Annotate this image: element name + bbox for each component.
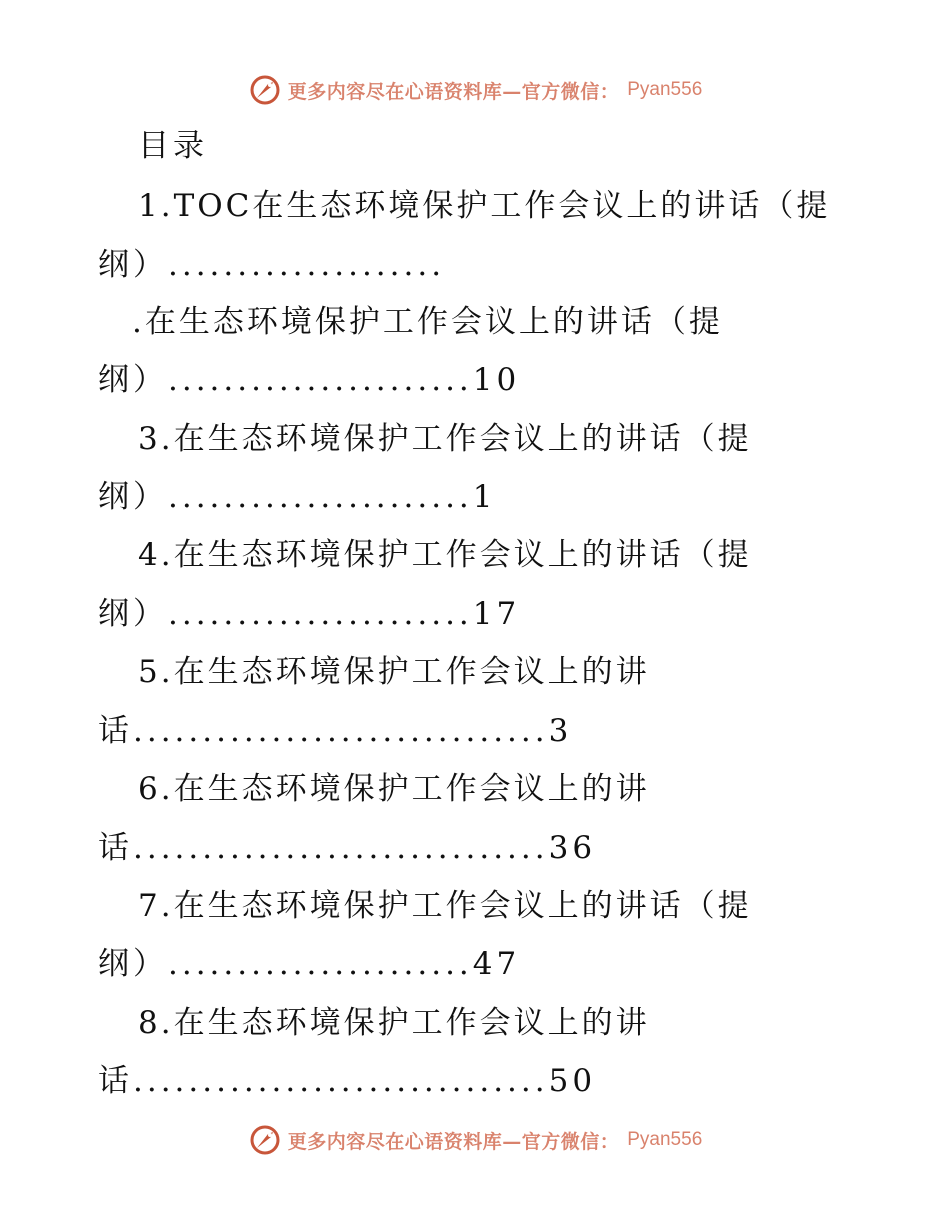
- toc-entry-4-line-2: 纲）......................17: [98, 596, 521, 632]
- toc-entry-3-line-1: 3.在生态环境保护工作会议上的讲话（提: [138, 421, 752, 457]
- toc-title: 目录: [138, 128, 208, 164]
- toc-entry-2-line-2: 纲）......................10: [98, 362, 521, 398]
- watermark-text: 更多内容尽在心语资料库—官方微信：: [287, 80, 620, 103]
- toc-entry-7-line-1: 7.在生态环境保护工作会议上的讲话（提: [138, 888, 752, 924]
- toc-entry-1-line-1: 1.TOC在生态环境保护工作会议上的讲话（提: [138, 188, 831, 224]
- toc-entry-1-line-2: 纲）....................: [98, 247, 446, 283]
- toc-entry-7-line-2: 纲）......................47: [98, 946, 521, 982]
- toc-entry-8-line-2: 话..............................50: [98, 1063, 597, 1099]
- watermark-wechat-id: Pyan556: [627, 1129, 703, 1150]
- toc-entry-6-line-2: 话..............................36: [98, 830, 597, 866]
- toc-entry-8-line-1: 8.在生态环境保护工作会议上的讲: [138, 1005, 650, 1041]
- watermark-text: 更多内容尽在心语资料库—官方微信：: [287, 1130, 620, 1153]
- footer-watermark: [0, 1118, 950, 1162]
- toc-entry-6-line-1: 6.在生态环境保护工作会议上的讲: [138, 771, 650, 807]
- toc-entry-4-line-1: 4.在生态环境保护工作会议上的讲话（提: [138, 537, 752, 573]
- toc-entry-5-line-2: 话..............................3: [98, 713, 573, 749]
- toc-entry-2-line-1: .在生态环境保护工作会议上的讲话（提: [132, 304, 723, 340]
- toc-entry-3-line-2: 纲）......................1: [98, 479, 497, 515]
- watermark-wechat-id: Pyan556: [627, 79, 703, 100]
- pen-nib-logo-icon: [248, 1123, 282, 1157]
- toc-entry-5-line-1: 5.在生态环境保护工作会议上的讲: [138, 654, 650, 690]
